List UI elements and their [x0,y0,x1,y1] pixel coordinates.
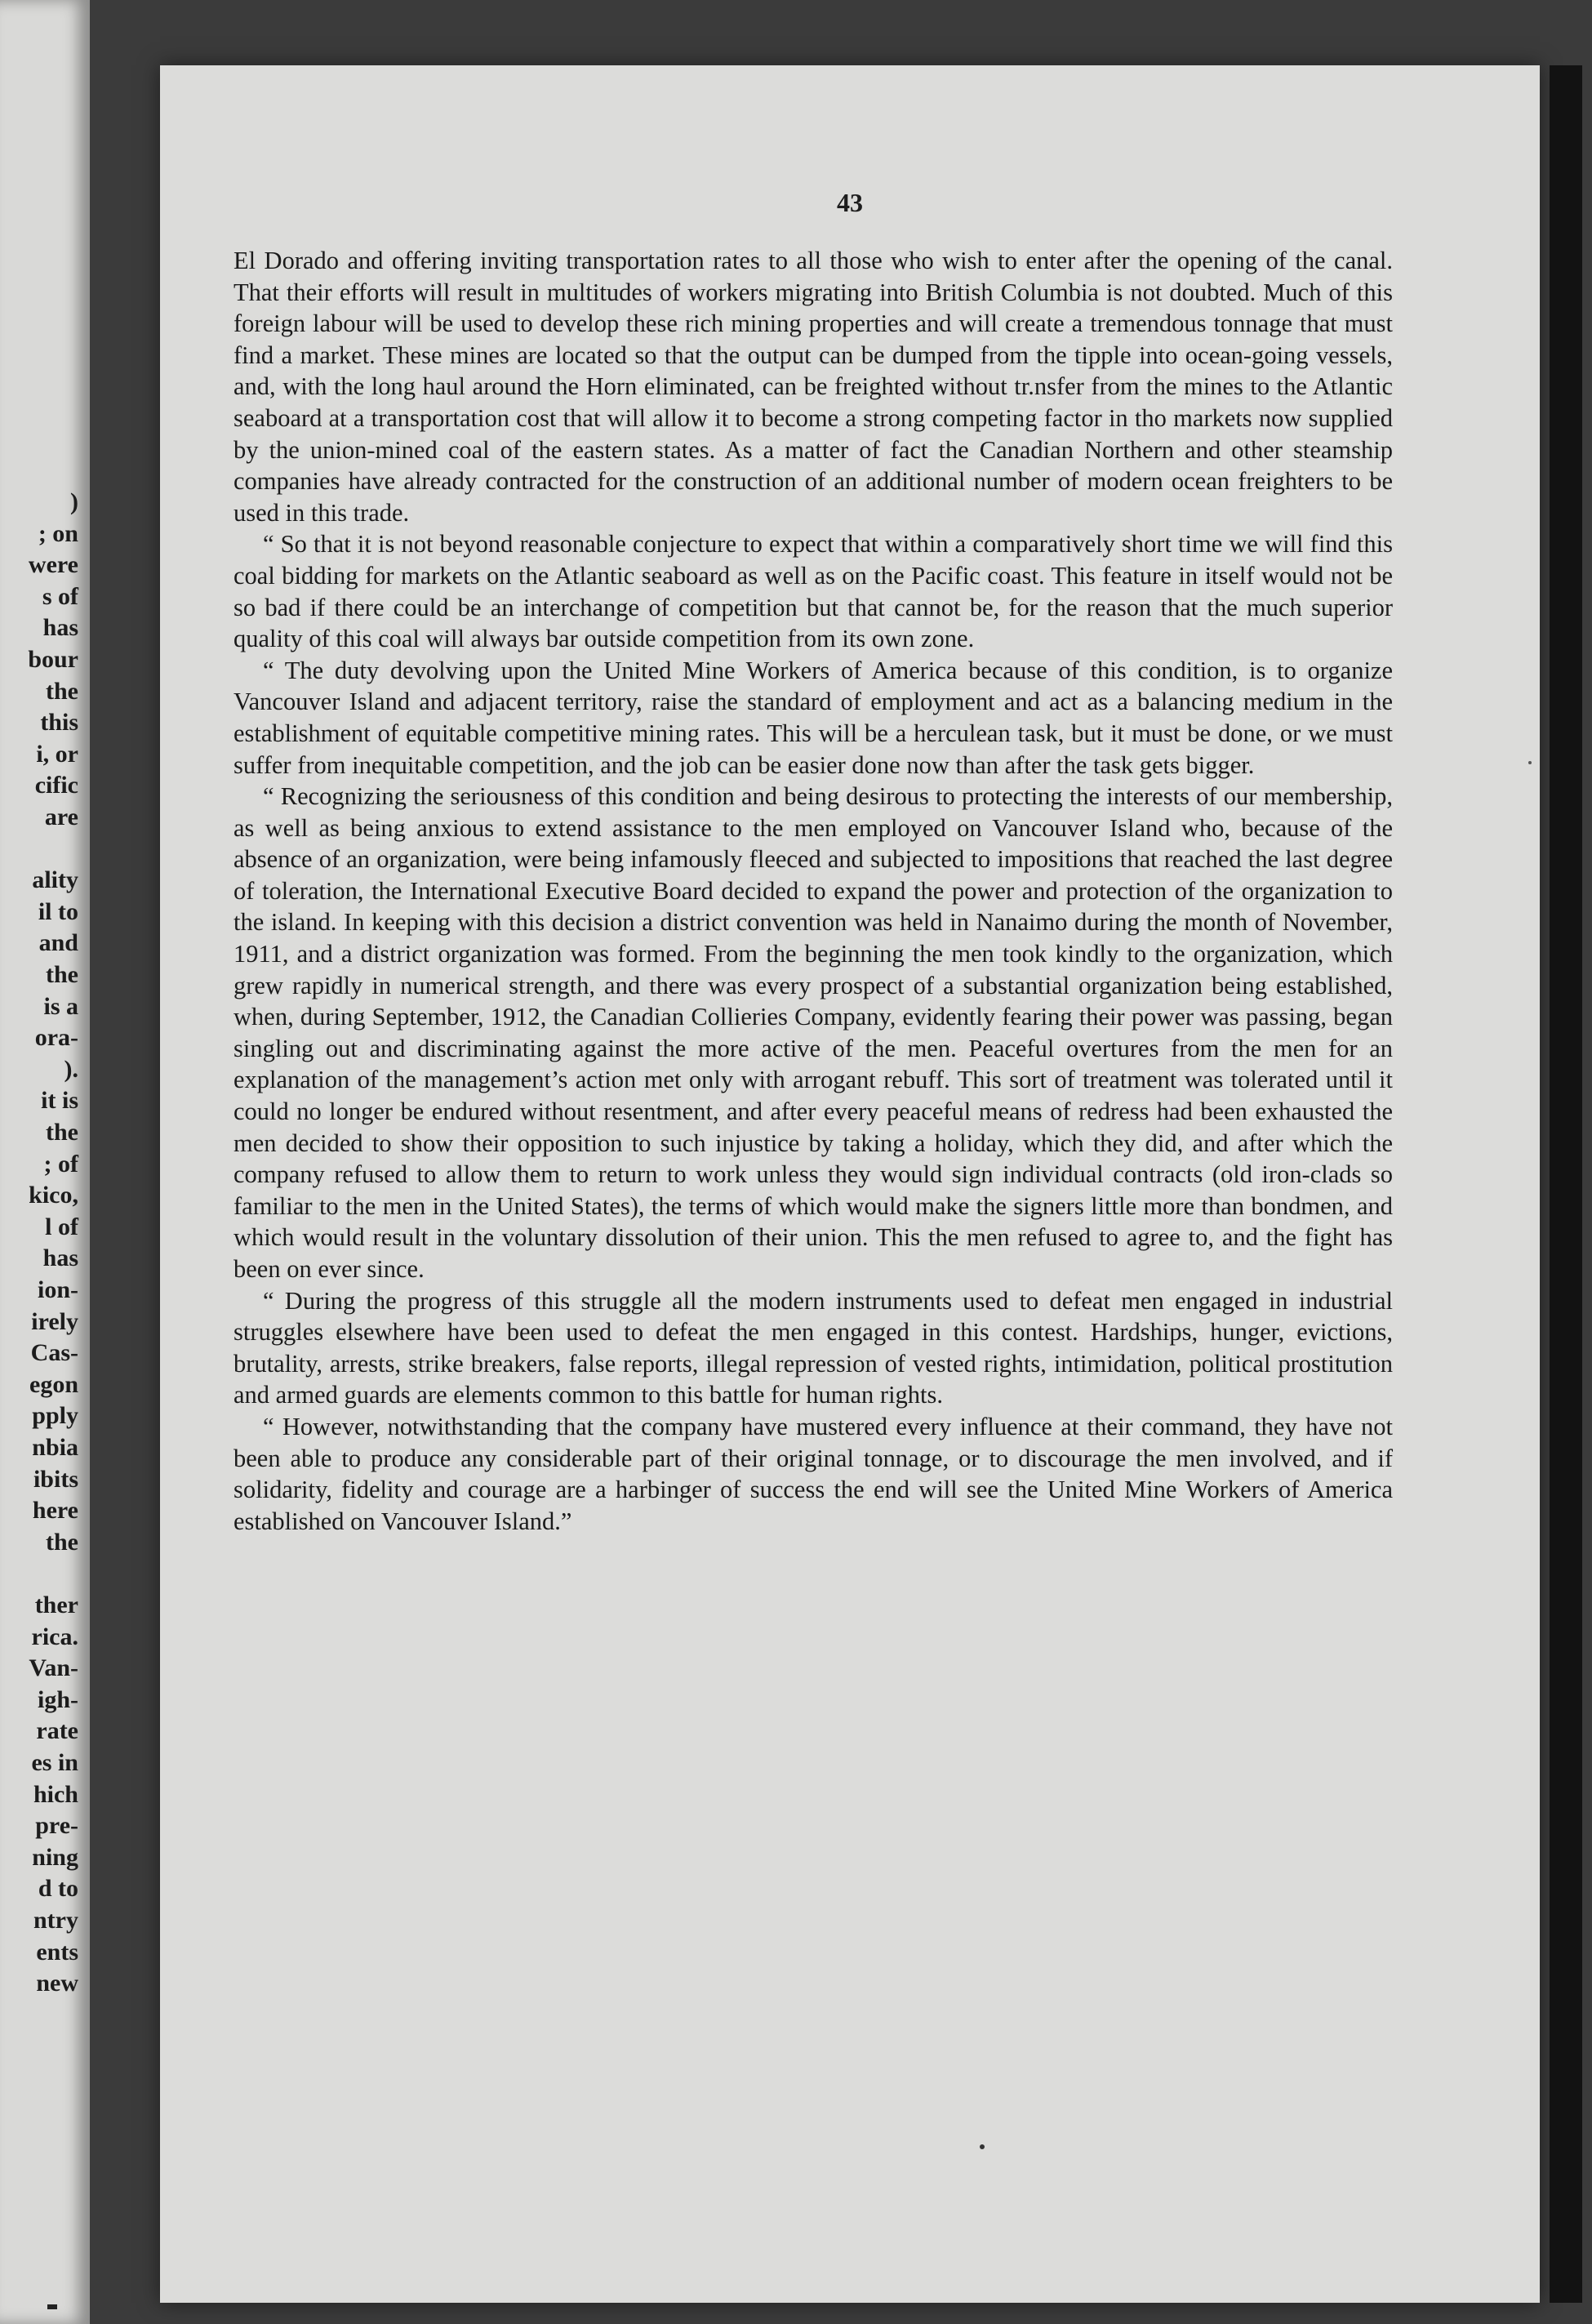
adjacent-page-line: ) [70,488,78,515]
adjacent-page-line: ion- [37,1276,78,1303]
adjacent-page-line: nbia [32,1434,78,1461]
adjacent-page-line: rica. [31,1623,78,1650]
adjacent-page-line: Van- [29,1654,78,1682]
adjacent-page-line: i, or [36,740,78,768]
adjacent-page-line: hich [33,1780,78,1808]
adjacent-page-line: this [40,709,78,737]
adjacent-page-line: the [46,1528,78,1556]
paragraph-6: “ However, notwithstanding that the company have mustered every influence at their command, they have not been able to produce any considerable part of their original tonnage, or to discourage the men involved, and if solidarity, fidelity and courage are a harbinger of success the end will see the United Mine Workers of America established on Vancouver Island.” [233,1412,1393,1535]
adjacent-page-line: Cas- [30,1339,78,1367]
adjacent-page-line: kico, [29,1182,78,1209]
adjacent-page-line: were [28,551,78,579]
adjacent-page-line: has [42,1244,78,1272]
adjacent-page-fragment [0,0,90,2324]
paragraph-5: “ During the progress of this struggle all the modern instruments used to defeat men engaged in industrial struggles elsewhere have been used to defeat the men engaged in this contest. Hardships, hunger, evictions, brutality, arrests, strike breakers, false reports, illegal repression of vested rights, intimidation, political prostitution and armed guards are elements common to this battle for human rights. [233,1286,1393,1409]
adjacent-page-line: bour [28,646,78,673]
adjacent-page-line: has [42,614,78,642]
adjacent-page-line: new [36,1970,78,1997]
page-number: 43 [837,188,863,217]
document-page [160,65,1540,2303]
adjacent-page-line: ents [36,1938,78,1966]
adjacent-page-line: irely [31,1307,78,1335]
adjacent-page-line: il to [38,897,78,925]
adjacent-page-line: ther [34,1592,78,1618]
adjacent-page-line: igh- [37,1685,78,1713]
adjacent-page-line: ntry [33,1907,78,1934]
paragraph-2: “ So that it is not beyond reasonable conjecture to expect that within a comparatively short time we will find this coal bidding for markets on the Atlantic seaboard as well as on the Pacific coast. This feature in itself would not be so bad if there could be an interchange of competition but that cannot be, for the reason that the much superior quality of this coal will always bar outside competition from its own zone. [233,530,1393,653]
paragraph-1: El Dorado and offering inviting transportation rates to all those who wish to enter after the opening of the canal. That their efforts will result in multitudes of workers migrating into British Columbia is not doubted. Much of this foreign labour will be used to develop these rich mining properties and will create a tremendous tonnage that must find a market. These mines are located so that the output can be dumped from the tipple into ocean-going vessels, and, with the long haul around the Horn eliminated, can be freighted without tr.nsfer from the mines to the Atlantic seaboard at a transportation cost that will allow it to become a strong competing factor in tho markets now supplied by the union-mined coal of the eastern states. As a matter of fact the Canadian Northern and other steamship companies have already contracted for the construction of an additional number of modern ocean freighters to be used in this trade. [233,247,1393,527]
adjacent-page-line: egon [29,1370,78,1398]
page-binding-shadow [1550,65,1582,2303]
page-body [233,245,1393,1537]
adjacent-page-line: ; of [43,1150,78,1178]
adjacent-page-line: ). [64,1055,78,1083]
adjacent-page-line: are [44,804,78,830]
adjacent-page-line: ora- [34,1024,78,1052]
adjacent-page-line: ality [32,866,78,894]
ink-speck [1528,761,1532,764]
paragraph-3: “ The duty devolving upon the United Mine Workers of America because of this condition, is to organize Vancouver Island and adjacent territory, raise the standard of employment and act as a balancing medium in the establishment of equitable competitive mining rates. This will be a herculean task, but it must be done, or we must suffer from inequitable competition, and the job can be easier done now than after the task gets bigger. [233,656,1393,779]
adjacent-page-line: the [46,961,78,988]
adjacent-page-line: the [46,677,78,705]
adjacent-page-line: it is [41,1087,78,1115]
adjacent-page-line: ibits [33,1465,78,1493]
adjacent-page-line: here [32,1497,78,1525]
adjacent-page-line: pply [32,1402,78,1430]
adjacent-page-line: s of [42,582,78,610]
adjacent-page-line: and [38,929,78,957]
adjacent-page-line: es in [31,1749,78,1776]
adjacent-page-line: the [46,1119,78,1146]
adjacent-page-line: ning [32,1843,78,1871]
adjacent-page-line: is a [43,992,78,1020]
adjacent-page-line: cific [34,772,78,799]
paragraph-4: “ Recognizing the seriousness of this condition and being desirous to protecting the interests of our membership, as well as being anxious to extend assistance to the men employed on Vancouver Island who, because of the absence of an organization, were being infamously fleeced and subjected to impositions that reached the last degree of toleration, the International Executive Board decided to expand the power and protection of the organization to the island. In keeping with this decision a district convention was held in Nanaimo during the month of November, 1911, and a district organization was formed. From the beginning the men took kindly to the organization, which grew rapidly in numerical strength, and there was every prospect of a substantial organization being established, when, during September, 1912, the Canadian Collieries Company, evidently fearing their power was passing, began singling out and discriminating against the more active of the men. Peaceful overtures from the men for an explanation of the management’s action met only with arrogant rebuff. This sort of treatment was tolerated until it could no longer be endured without resentment, and after every peaceful means of redress had been exhausted the men decided to show their opposition to such injustice by taking a holiday, which they did, and after which the company refused to allow them to return to work unless they would sign individual contracts (old iron-clads so familiar to the men in the United States), the terms of which would make the signers little more than bondmen, and which would result in the voluntary dissolution of their union. This the men refused to agree to, and the fight has been on ever since. [233,782,1393,1283]
ink-speck [980,2144,985,2149]
adjacent-page-line: l of [45,1213,78,1240]
adjacent-page-line: ; on [38,519,78,547]
adjacent-page-line: rate [36,1717,78,1745]
adjacent-page-line: pre- [35,1812,78,1840]
scan-mark [47,2304,57,2309]
adjacent-page-line: d to [38,1875,78,1903]
